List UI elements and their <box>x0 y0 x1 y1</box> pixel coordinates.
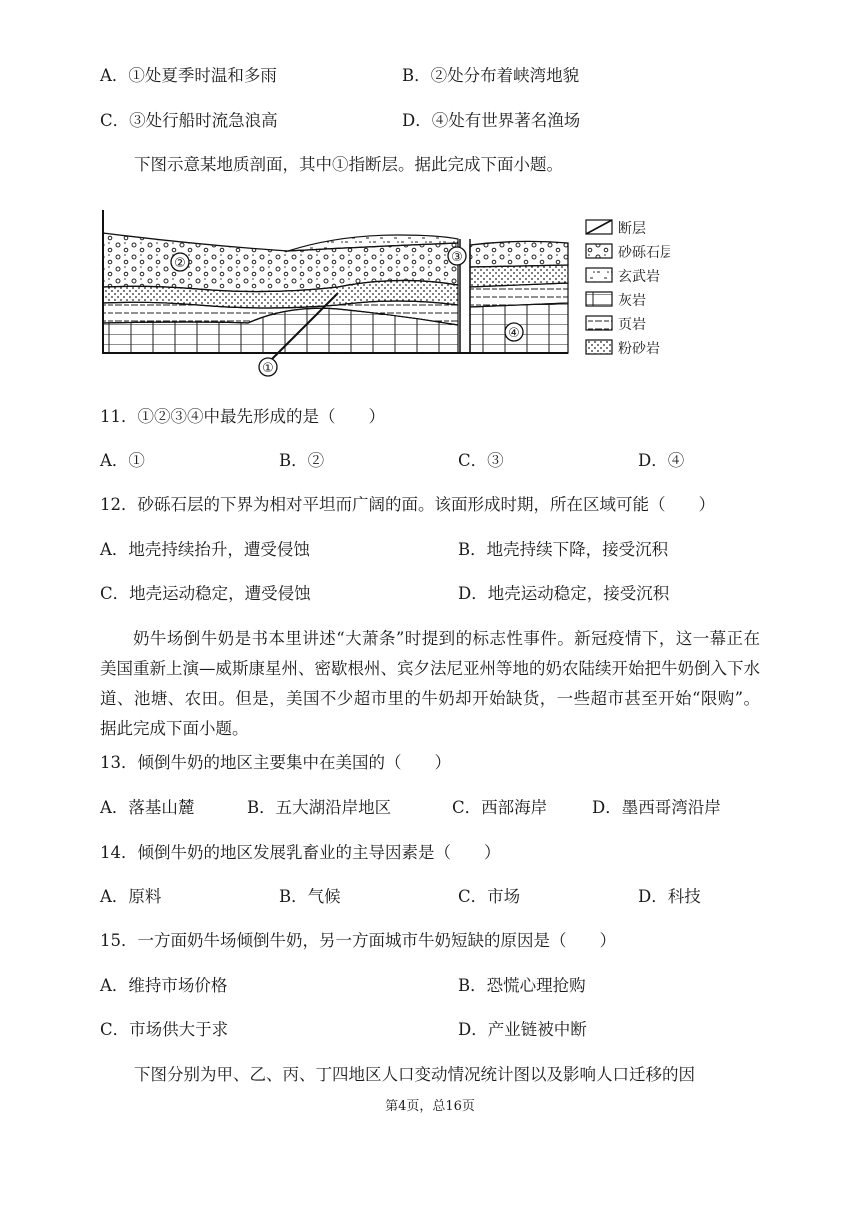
legend-limestone <box>586 292 646 309</box>
svg-text:③: ③ <box>451 250 463 265</box>
svg-text:玄武岩: 玄武岩 <box>618 269 660 285</box>
population-intro: 下图分别为甲、乙、丙、丁四地区人口变动情况统计图以及影响人口迁移的因 <box>134 1065 695 1084</box>
q13-option-a: A．落基山麓 <box>100 798 195 817</box>
svg-text:④: ④ <box>508 326 520 341</box>
legend-siltstone <box>586 340 660 357</box>
q14-option-a: A．原料 <box>100 887 162 906</box>
svg-text:粉砂岩: 粉砂岩 <box>618 341 660 357</box>
marker-2 <box>171 253 189 271</box>
q12-option-b: B．地壳持续下降，接受沉积 <box>458 540 669 559</box>
svg-text:灰岩: 灰岩 <box>618 293 646 309</box>
svg-text:砂砾石层: 砂砾石层 <box>618 245 670 261</box>
q13-stem: 13．倾倒牛奶的地区主要集中在美国的（ ） <box>100 753 451 772</box>
q11-option-a: A．① <box>100 451 145 470</box>
q11-option-b: B．② <box>279 451 325 470</box>
q12-option-a: A．地壳持续抬升，遭受侵蚀 <box>100 540 310 559</box>
q15-stem: 15．一方面奶牛场倾倒牛奶，另一方面城市牛奶短缺的原因是（ ） <box>100 931 616 950</box>
legend <box>586 220 670 357</box>
q10-option-d: D．④处有世界著名渔场 <box>402 111 581 130</box>
q14-option-d: D．科技 <box>638 887 701 906</box>
q12-option-c: C．地壳运动稳定，遭受侵蚀 <box>100 584 311 603</box>
marker-4 <box>505 323 523 341</box>
marker-3 <box>448 247 466 265</box>
q10-option-a: A．①处夏季时温和多雨 <box>100 66 277 85</box>
q14-option-b: B．气候 <box>279 887 341 906</box>
q10-option-b: B．②处分布着峡湾地貌 <box>402 66 580 85</box>
q12-option-d: D．地壳运动稳定，接受沉积 <box>458 584 670 603</box>
q14-stem: 14．倾倒牛奶的地区发展乳畜业的主导因素是（ ） <box>100 843 501 862</box>
q15-option-a: A．维持市场价格 <box>100 976 228 995</box>
geology-cross-section-figure <box>98 205 670 380</box>
q11-stem: 11．①②③④中最先形成的是（ ） <box>100 407 385 426</box>
legend-gravel <box>586 244 670 261</box>
legend-fault <box>586 220 646 237</box>
q11-option-c: C．③ <box>458 451 504 470</box>
svg-text:断层: 断层 <box>618 221 646 237</box>
cross-section-svg <box>98 205 670 380</box>
q14-option-c: C．市场 <box>458 887 521 906</box>
q10-option-c: C．③处行船时流急浪高 <box>100 111 278 130</box>
geology-intro: 下图示意某地质剖面，其中①指断层。据此完成下面小题。 <box>134 155 563 174</box>
q15-option-c: C．市场供大于求 <box>100 1020 229 1039</box>
q15-option-d: D．产业链被中断 <box>458 1020 587 1039</box>
marker-1 <box>259 358 277 376</box>
svg-text:②: ② <box>174 256 186 271</box>
legend-shale <box>586 316 646 333</box>
q13-option-d: D．墨西哥湾沿岸 <box>592 798 721 817</box>
svg-text:①: ① <box>262 361 274 376</box>
q12-stem: 12．砂砾石层的下界为相对平坦而广阔的面。该面形成时期，所在区域可能（ ） <box>100 495 715 514</box>
milk-passage: 奶牛场倒牛奶是书本里讲述“大萧条”时提到的标志性事件。新冠疫情下，这一幕正在美国重新上演—威斯康星州、密歇根州、宾夕法尼亚州等地的奶农陆续开始把牛奶倒入下水道、池塘、农田。但是，美国不少超市里的牛奶却开始缺货，一些超市甚至开始“限购”。据此完成下面小题。 <box>100 629 760 738</box>
q11-option-d: D．④ <box>638 451 685 470</box>
q15-option-b: B．恐慌心理抢购 <box>458 976 586 995</box>
page-footer: 第4页，总16页 <box>385 1099 475 1114</box>
q13-option-b: B．五大湖沿岸地区 <box>247 798 392 817</box>
legend-basalt <box>586 268 660 285</box>
q13-option-c: C．西部海岸 <box>452 798 548 817</box>
svg-text:页岩: 页岩 <box>618 317 646 333</box>
